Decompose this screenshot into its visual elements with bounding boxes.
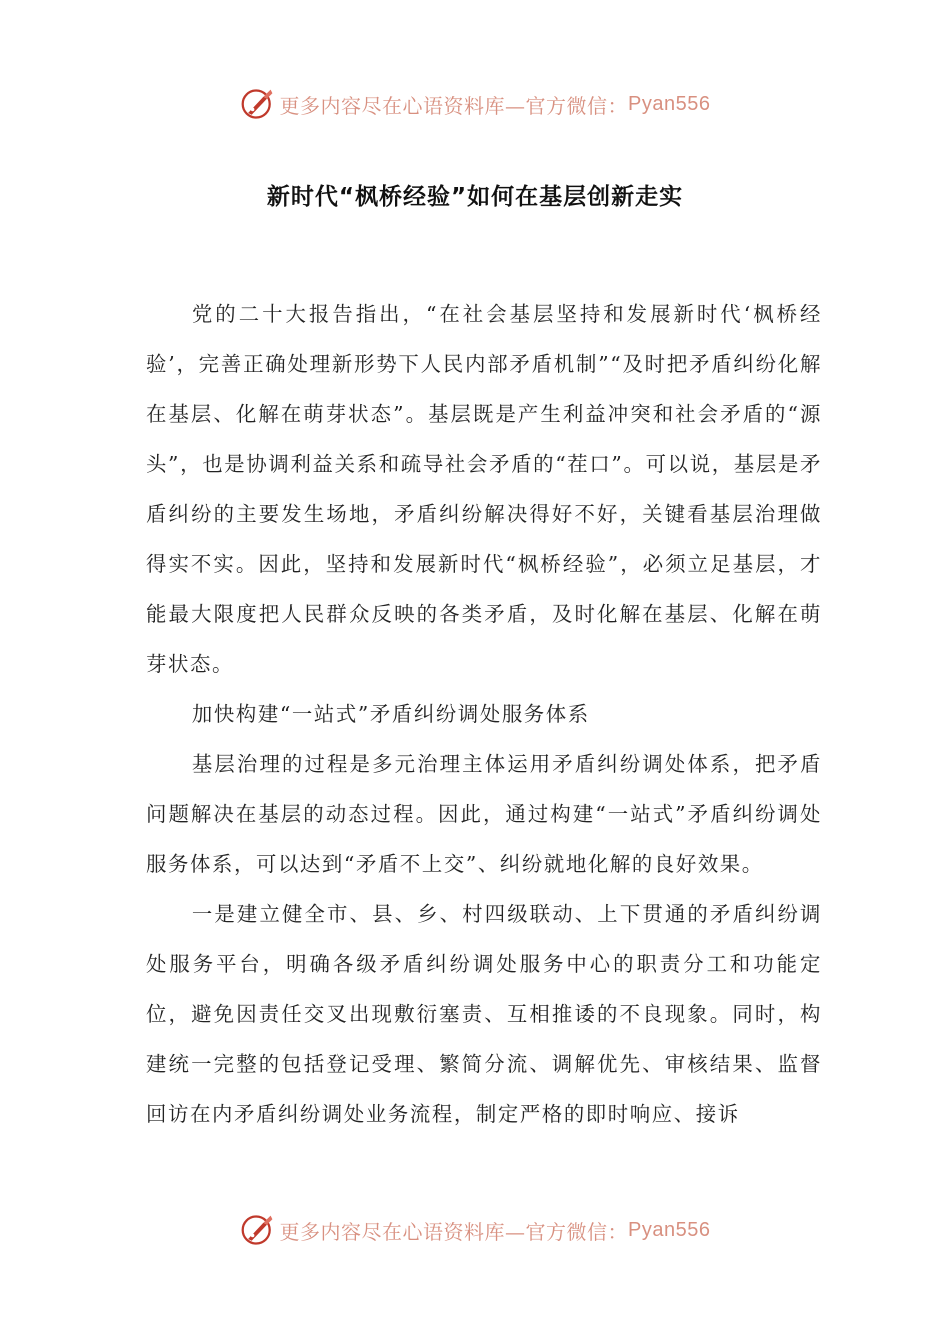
- document-body: [146, 289, 822, 1139]
- watermark-header: [0, 82, 950, 126]
- pen-logo-icon: [240, 1212, 276, 1248]
- watermark-text: 更多内容尽在心语资料库—官方微信：: [279, 1219, 629, 1244]
- pen-logo-icon: [240, 86, 276, 122]
- document-title: 新时代“枫桥经验”如何在基层创新走实: [266, 184, 684, 210]
- watermark-wechat-id: Pyan556: [628, 1218, 711, 1241]
- watermark-wechat-id: Pyan556: [628, 92, 711, 115]
- paragraph: 基层治理的过程是多元治理主体运用矛盾纠纷调处体系，把矛盾问题解决在基层的动态过程。因此，通过构建“一站式”矛盾纠纷调处服务体系，可以达到“矛盾不上交”、纠纷就地化解的良好效果。: [146, 752, 822, 876]
- paragraph: 党的二十大报告指出，“在社会基层坚持和发展新时代‘枫桥经验’，完善正确处理新形势下人民内部矛盾机制”“及时把矛盾纠纷化解在基层、化解在萌芽状态”。基层既是产生利益冲突和社会矛盾的“源头”，也是协调利益关系和疏导社会矛盾的“茬口”。可以说，基层是矛盾纠纷的主要发生场地，矛盾纠纷解决得好不好，关键看基层治理做得实不实。因此，坚持和发展新时代“枫桥经验”，必须立足基层，才能最大限度把人民群众反映的各类矛盾，及时化解在基层、化解在萌芽状态。: [146, 302, 822, 676]
- watermark-text: 更多内容尽在心语资料库—官方微信：: [279, 93, 629, 118]
- section-heading: 加快构建“一站式”矛盾纠纷调处服务体系: [191, 702, 590, 726]
- watermark-footer: [0, 1208, 950, 1252]
- paragraph: 一是建立健全市、县、乡、村四级联动、上下贯通的矛盾纠纷调处服务平台，明确各级矛盾纠纷调处服务中心的职责分工和功能定位，避免因责任交叉出现敷衍塞责、互相推诿的不良现象。同时，构建统一完整的包括登记受理、繁简分流、调解优先、审核结果、监督回访在内矛盾纠纷调处业务流程，制定严格的即时响应、接诉: [146, 902, 822, 1126]
